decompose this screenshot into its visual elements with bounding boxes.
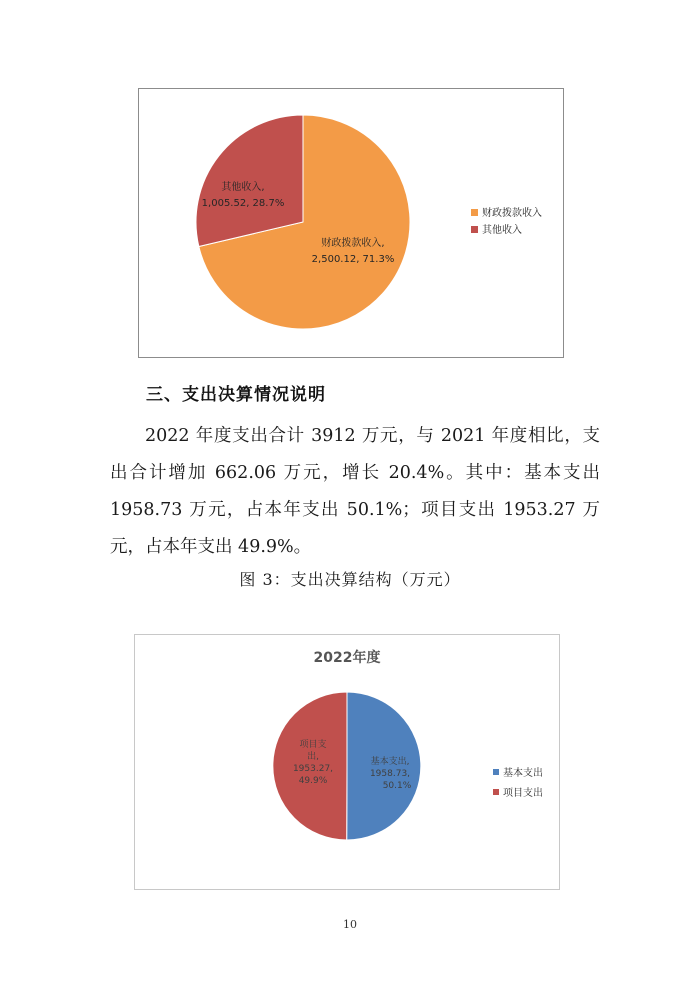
data-label-fiscal-value: 2,500.12, 71.3% — [311, 254, 395, 265]
data-label-other-income-name: 其他收入, — [221, 182, 265, 193]
data-label-fiscal-name: 财政拨款收入, — [321, 238, 385, 249]
data-label-project-line4: 49.9% — [298, 776, 328, 786]
page-number: 10 — [343, 918, 357, 931]
figure-caption: 图 3：支出决算结构（万元） — [239, 570, 461, 589]
legend-swatch-fiscal — [471, 209, 478, 216]
data-label-basic-line3: 50.1% — [382, 781, 412, 791]
data-label-project-line1: 项目支 — [299, 740, 327, 750]
chart-title: 2022年度 — [313, 650, 381, 666]
legend-swatch-other-income — [471, 226, 478, 233]
section-heading: 三、支出决算情况说明 — [146, 385, 326, 405]
legend-swatch-basic — [493, 769, 499, 775]
data-label-other-income-value: 1,005.52, 28.7% — [201, 198, 285, 209]
income-pie-chart — [138, 88, 564, 358]
section-paragraph: 2022 年度支出合计 3912 万元，与 2021 年度相比，支出合计增加 662.06 万元，增长 20.4%。其中：基本支出 1958.73 万元，占本年支出 50.1%；项目支出 1953.27 万元，占本年支出 49.9%。 — [110, 426, 600, 557]
expenditure-pie-svg — [135, 635, 559, 889]
legend-label-basic: 基本支出 — [503, 768, 543, 779]
legend-swatch-project — [493, 789, 499, 795]
data-label-project-line3: 1953.27, — [292, 764, 334, 774]
expenditure-pie-chart — [134, 634, 560, 890]
income-pie-svg — [139, 89, 563, 357]
legend-label-project: 项目支出 — [503, 788, 543, 799]
data-label-basic-line2: 1958.73, — [369, 769, 411, 779]
legend-label-fiscal: 财政拨款收入 — [482, 208, 542, 219]
data-label-basic-line1: 基本支出, — [370, 757, 410, 767]
legend-label-other-income: 其他收入 — [482, 225, 522, 236]
data-label-project-line2: 出, — [307, 752, 319, 762]
